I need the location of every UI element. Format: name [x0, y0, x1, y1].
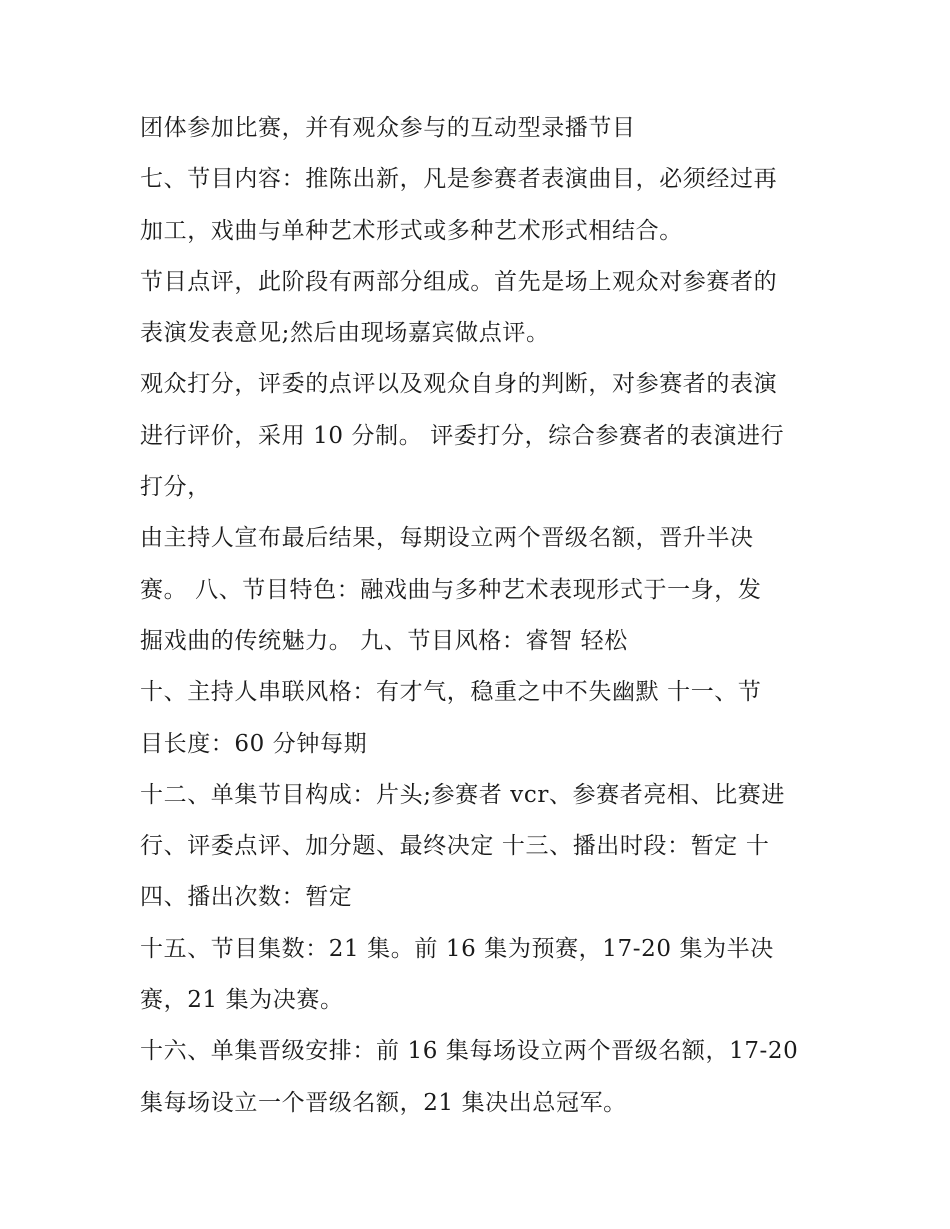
text-line: 行、评委点评、加分题、最终决定 十三、播出时段：暂定 十	[140, 833, 770, 860]
text-line: 团体参加比赛，并有观众参与的互动型录播节目	[140, 115, 636, 141]
text-line: 十二、单集节目构成：片头;参赛者 vcr、参赛者亮相、比赛进	[140, 781, 785, 808]
text-line: 加工，戏曲与单种艺术形式或多种艺术形式相结合。	[140, 217, 683, 244]
text-line: 打分，	[140, 474, 211, 501]
text-line: 十五、节目集数：21 集。前 16 集为预赛，17-20 集为半决	[140, 935, 774, 962]
text-line: 进行评价，采用 10 分制。 评委打分，综合参赛者的表演进行	[140, 422, 785, 449]
text-line: 赛。 八、节目特色：融戏曲与多种艺术表现形式于一身，发	[140, 576, 762, 603]
text-line: 节目点评，此阶段有两部分组成。首先是场上观众对参赛者的	[140, 268, 778, 295]
text-line: 十六、单集晋级安排：前 16 集每场设立两个晋级名额，17-20	[140, 1038, 799, 1065]
text-line: 掘戏曲的传统魅力。 九、节目风格：睿智 轻松	[140, 627, 628, 654]
text-line: 赛，21 集为决赛。	[140, 987, 344, 1014]
text-line: 观众打分，评委的点评以及观众自身的判断，对参赛者的表演	[140, 371, 778, 398]
text-line: 四、播出次数：暂定	[140, 884, 353, 911]
text-line: 七、节目内容：推陈出新，凡是参赛者表演曲目，必须经过再	[140, 166, 778, 193]
text-line: 十、主持人串联风格：有才气，稳重之中不失幽默 十一、节	[140, 679, 762, 706]
document-body	[140, 103, 820, 1129]
text-line: 目长度：60 分钟每期	[140, 730, 368, 757]
text-line: 表演发表意见;然后由现场嘉宾做点评。	[140, 320, 550, 347]
text-line: 集每场设立一个晋级名额，21 集决出总冠军。	[140, 1089, 627, 1116]
text-line: 由主持人宣布最后结果，每期设立两个晋级名额，晋升半决	[140, 525, 754, 552]
